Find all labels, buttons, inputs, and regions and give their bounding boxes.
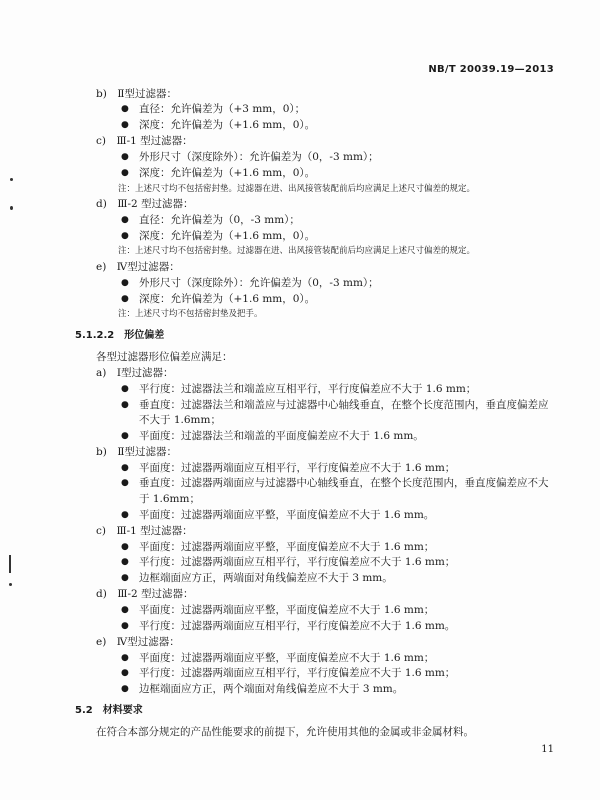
note-text: 注：上述尺寸均不包括密封垫及把手。 [118,309,263,319]
body-line: 平面度：过滤器两端面应平整，平面度偏差应不大于 1.6 mm； [139,652,435,664]
body-line: 平面度：过滤器两端面应平整，平面度偏差应不大于 1.6 mm； [139,604,435,616]
body-line: b) Ⅱ型过滤器： [96,88,177,100]
scan-mark [10,206,13,210]
body-line: 平行度：过滤器两端面应互相平行，平行度偏差应不大于 1.6 mm； [139,667,456,679]
bullet-icon: ● [121,278,129,288]
body-line: 边框端面应方正，两个端面对角线偏差应不大于 3 mm。 [139,683,404,695]
body-line: a) Ⅰ型过滤器： [96,367,174,379]
section-heading: 5.2 材料要求 [75,705,143,716]
note-text: 注：上述尺寸均不包括密封垫。过滤器在进、出风接管装配前后均应满足上述尺寸偏差的规定。 [118,246,476,256]
body-line: e) Ⅳ型过滤器： [96,261,180,273]
bullet-icon: ● [121,463,129,473]
body-line: e) Ⅳ型过滤器： [96,636,180,648]
bullet-icon: ● [121,168,129,178]
bullet-icon: ● [121,557,129,567]
note-text: 注：上述尺寸均不包括密封垫。过滤器在进、出风接管装配前后均应满足上述尺寸偏差的规定。 [118,184,476,194]
body-line: d) Ⅲ-2 型过滤器： [96,588,194,600]
bullet-icon: ● [121,668,129,678]
body-line: 垂直度：过滤器两端面应与过滤器中心轴线垂直，在整个长度范围内，垂直度偏差应不大 [139,477,549,489]
bullet-icon: ● [121,294,129,304]
bullet-icon: ● [121,120,129,130]
bullet-icon: ● [121,653,129,663]
bullet-icon: ● [121,510,129,520]
bullet-icon: ● [121,684,129,694]
bullet-icon: ● [121,478,129,488]
body-line: 在符合本部分规定的产品性能要求的前提下，允许使用其他的金属或非金属材料。 [96,726,474,738]
scan-mark [9,555,11,573]
body-line: 外形尺寸（深度除外）：允许偏差为（0，-3 mm）； [139,151,379,163]
bullet-icon: ● [121,621,129,631]
body-line: 深度：允许偏差为（+1.6 mm，0）。 [139,293,316,305]
bullet-icon: ● [121,542,129,552]
body-line: c) Ⅲ-1 型过滤器： [96,135,193,147]
body-line: 于 1.6mm； [139,493,200,505]
body-line: 深度：允许偏差为（+1.6 mm，0）。 [139,119,316,131]
body-line: 直径：允许偏差为（+3 mm，0）； [139,103,306,115]
body-line: 垂直度：过滤器法兰和端盖应与过滤器中心轴线垂直，在整个长度范围内，垂直度偏差应 [139,399,549,411]
body-line: 平面度：过滤器两端面应互相平行，平行度偏差应不大于 1.6 mm； [139,462,456,474]
body-line: c) Ⅲ-1 型过滤器： [96,525,193,537]
section-heading: 5.1.2.2 形位偏差 [75,330,165,341]
body-line: 深度：允许偏差为（+1.6 mm，0）。 [139,230,316,242]
body-line: 边框端面应方正，两端面对角线偏差应不大于 3 mm。 [139,572,393,584]
bullet-icon: ● [121,215,129,225]
body-line: b) Ⅱ型过滤器： [96,446,177,458]
bullet-icon: ● [121,231,129,241]
body-line: 深度：允许偏差为（+1.6 mm，0）。 [139,167,316,179]
body-line: 不大于 1.6mm； [139,414,221,426]
bullet-icon: ● [121,104,129,114]
body-line: 各型过滤器形位偏差应满足： [96,351,233,363]
bullet-icon: ● [121,400,129,410]
body-line: 平行度：过滤器两端面应互相平行，平行度偏差应不大于 1.6 mm； [139,556,456,568]
body-line: 直径：允许偏差为（0，-3 mm）； [139,214,300,226]
body-line: 平面度：过滤器两端面应平整，平面度偏差应不大于 1.6 mm。 [139,509,435,521]
scan-mark [9,583,12,586]
body-line: 平行度：过滤器两端面应互相平行，平行度偏差应不大于 1.6 mm。 [139,620,456,632]
bullet-icon: ● [121,605,129,615]
body-line: 平行度：过滤器法兰和端盖应互相平行，平行度偏差应不大于 1.6 mm； [139,383,477,395]
body-line: d) Ⅲ-2 型过滤器： [96,198,194,210]
bullet-icon: ● [121,431,129,441]
bullet-icon: ● [121,152,129,162]
standard-number-header: NB/T 20039.19—2013 [428,64,554,75]
page-number: 11 [541,744,554,755]
body-line: 平面度：过滤器两端面应平整，平面度偏差应不大于 1.6 mm； [139,541,435,553]
bullet-icon: ● [121,384,129,394]
body-line: 平面度：过滤器法兰和端盖的平面度偏差应不大于 1.6 mm。 [139,430,424,442]
scan-mark [10,178,13,181]
bullet-icon: ● [121,573,129,583]
body-line: 外形尺寸（深度除外）：允许偏差为（0，-3 mm）； [139,277,379,289]
